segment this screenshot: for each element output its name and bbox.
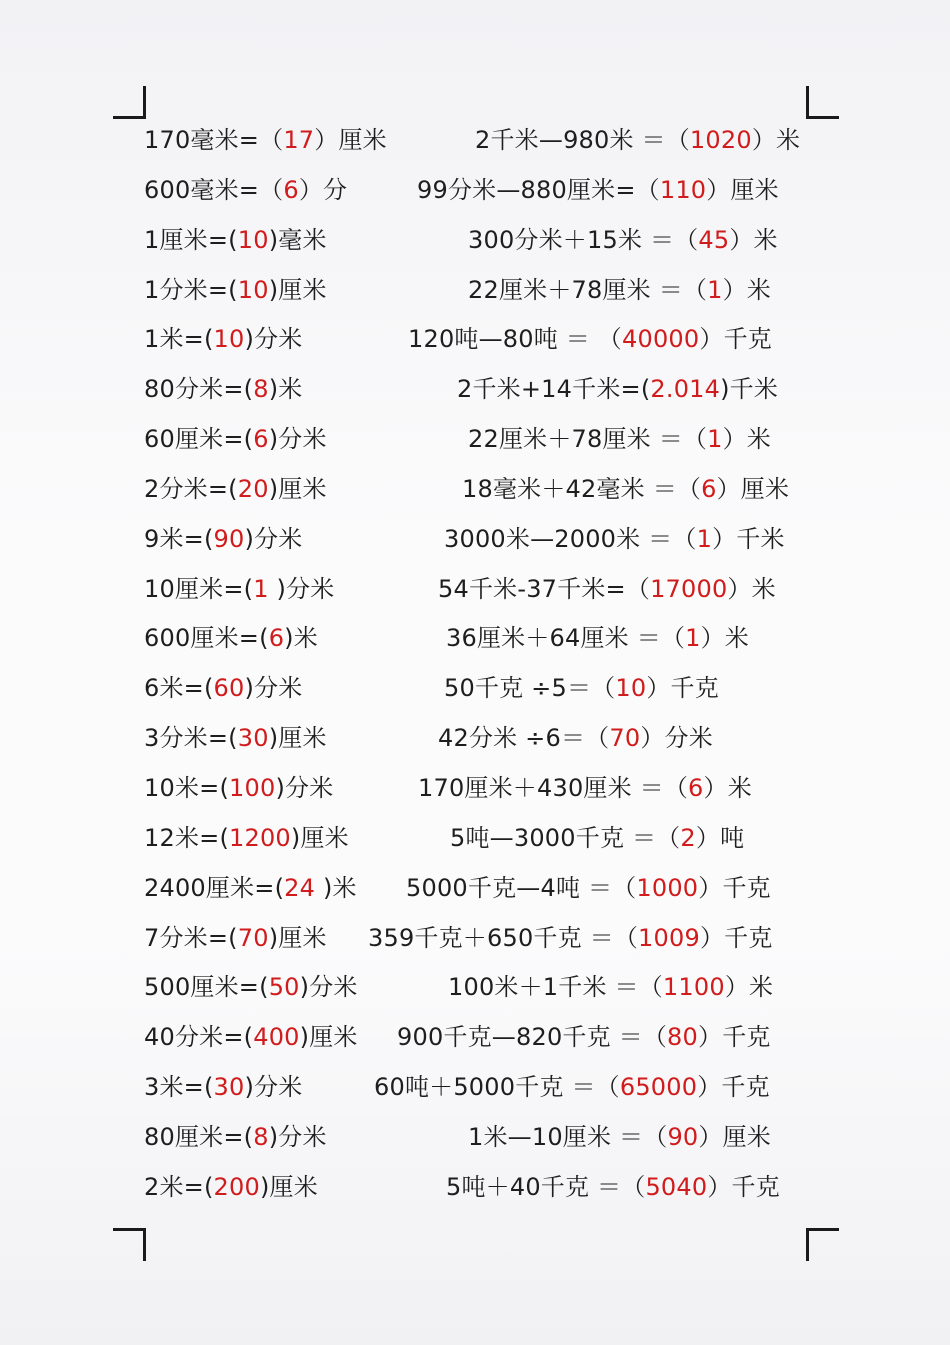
right-equation [468,1115,771,1159]
left-equation [144,168,347,212]
answer-value: 6 [253,425,269,454]
unit-text: )米 [315,873,357,902]
unit-text: )分米 [244,674,303,703]
answer-value: 80 [667,1023,698,1052]
exercise-row [0,866,950,916]
crop-mark-bottom-left [113,1228,146,1261]
exercise-row [0,268,950,318]
left-equation [144,816,349,860]
right-equation [446,616,749,660]
unit-text: ）厘米 [706,175,779,204]
unit-text: )厘米 [299,1023,358,1052]
equation-text: 40分米=( [144,1023,254,1052]
unit-text: ）千克 [646,674,719,703]
equation-text: 100米＋1千米 ＝（ [448,973,663,1002]
right-equation [408,317,772,361]
right-equation [448,965,773,1009]
left-equation [144,467,327,511]
unit-text: ）分米 [640,724,713,753]
exercise-row [0,1015,950,1065]
left-equation [144,916,327,960]
unit-text: ）米 [751,126,801,154]
unit-text: ）厘米 [698,1122,771,1151]
equation-text: 1米—10厘米 ＝（ [468,1122,668,1151]
equation-text: 359千克＋650千克 ＝（ [368,923,639,952]
answer-value: 1200 [229,823,291,852]
equation-text: 99分米—880厘米=（ [417,175,660,204]
equation-text: 6米=( [144,674,214,703]
equation-text: 3米=( [144,1073,214,1102]
equation-text: 60厘米=( [144,425,254,454]
unit-text: )厘米 [268,724,327,753]
answer-value: 6 [688,773,704,802]
answer-value: 60 [213,674,245,703]
exercise-row [0,517,950,567]
unit-text: ）米 [700,624,749,653]
answer-value: 1 [707,425,723,454]
answer-value: 10 [615,674,647,703]
answer-value: 1100 [662,973,725,1002]
equation-text: 2400厘米=( [144,873,285,902]
answer-value: 6 [268,624,285,653]
unit-text: )分米 [299,973,358,1002]
answer-value: 5040 [645,1172,708,1201]
answer-value: 40000 [622,325,700,354]
unit-text: ）米 [727,574,776,603]
equation-text: 1米=( [144,325,214,354]
unit-text: ）千克 [697,1073,770,1102]
right-equation [475,118,800,162]
equation-text: 42分米 ÷6＝（ [438,724,610,753]
unit-text: )米 [268,375,303,404]
equation-text: 2米=( [144,1172,214,1201]
answer-value: 70 [609,724,641,753]
left-equation [144,616,318,660]
exercise-row [0,118,950,168]
crop-mark-top-right [806,86,839,119]
unit-text: ）千米 [712,524,785,553]
equation-text: 10厘米=( [144,574,254,603]
unit-text: )分米 [268,1122,327,1151]
answer-value: 10 [237,225,269,254]
equation-text: 36厘米＋64厘米 ＝（ [446,624,686,653]
answer-value: 110 [659,175,707,204]
answer-value: 24 [284,873,316,902]
unit-text: ）米 [722,275,771,304]
answer-value: 1000 [636,873,699,902]
exercise-row [0,766,950,816]
equation-text: 500厘米=( [144,973,269,1002]
exercise-row [0,616,950,666]
equation-text: 600毫米=（ [144,175,284,204]
unit-text: )千米 [720,375,779,404]
right-equation [468,417,771,461]
exercise-row [0,965,950,1015]
answer-value: 1 [696,524,713,553]
exercise-row [0,218,950,268]
right-equation [450,816,744,860]
right-equation [438,567,776,611]
exercise-row [0,168,950,218]
crop-mark-top-left [113,86,146,119]
exercise-row [0,1165,950,1215]
unit-text: ）厘米 [314,126,387,154]
right-equation [468,268,771,312]
exercise-list [0,118,950,1215]
unit-text: ）米 [729,225,778,254]
right-equation [418,766,752,810]
equation-text: 300分米＋15米 ＝（ [468,225,699,254]
answer-value: 90 [667,1122,699,1151]
answer-value: 200 [213,1172,260,1201]
exercise-row [0,567,950,617]
equation-text: 2千米—980米 ＝（ [475,126,690,154]
answer-value: 2.014 [650,375,721,404]
exercise-row [0,1115,950,1165]
unit-text: ）千克 [698,873,771,902]
unit-text: ）分 [298,175,348,204]
equation-text: 22厘米＋78厘米 ＝（ [468,275,708,304]
left-equation [144,965,358,1009]
unit-text: )分米 [244,325,303,354]
answer-value: 6 [283,175,299,204]
left-equation [144,1065,302,1109]
right-equation [444,666,719,710]
unit-text: )分米 [275,773,334,802]
unit-text: )厘米 [268,275,327,304]
right-equation [397,1015,771,1059]
answer-value: 45 [698,225,730,254]
equation-text: 10米=( [144,773,230,802]
answer-value: 30 [237,724,269,753]
answer-value: 1020 [689,126,752,154]
left-equation [144,218,327,262]
answer-value: 1 [685,624,701,653]
equation-text: 1厘米=( [144,225,238,254]
crop-mark-bottom-right [806,1228,839,1261]
equation-text: 170毫米=（ [144,126,284,154]
equation-text: 600厘米=( [144,624,269,653]
equation-text: 22厘米＋78厘米 ＝（ [468,425,708,454]
answer-value: 17000 [650,574,728,603]
unit-text: )厘米 [290,823,349,852]
unit-text: ）千克 [699,325,772,354]
answer-value: 100 [229,773,276,802]
unit-text: ）米 [703,773,752,802]
right-equation [444,517,785,561]
equation-text: 80厘米=( [144,1122,254,1151]
answer-value: 50 [268,973,300,1002]
unit-text: )米 [284,624,318,653]
equation-text: 80分米=( [144,375,254,404]
equation-text: 5000千克—4吨 ＝（ [406,873,637,902]
equation-text: 3000米—2000米 ＝（ [444,524,697,553]
equation-text: 2千米+14千米=( [457,375,651,404]
unit-text: ）米 [724,973,774,1002]
answer-value: 6 [701,474,717,503]
answer-value: 20 [237,474,269,503]
unit-text: )毫米 [268,225,327,254]
left-equation [144,517,302,561]
unit-text: ）吨 [695,823,745,852]
left-equation [144,417,327,461]
equation-text: 54千米-37千米=（ [438,574,651,603]
exercise-row [0,467,950,517]
equation-text: 5吨＋40千克 ＝（ [446,1172,646,1201]
left-equation [144,1015,358,1059]
left-equation [144,766,333,810]
equation-text: 5吨—3000千克 ＝（ [450,823,681,852]
left-equation [144,268,327,312]
equation-text: 50千克 ÷5＝（ [444,674,616,703]
left-equation [144,666,302,710]
right-equation [406,866,771,910]
unit-text: )厘米 [259,1172,318,1201]
equation-text: 900千克—820千克 ＝（ [397,1023,668,1052]
left-equation [144,1165,318,1209]
answer-value: 2 [680,823,696,852]
right-equation [417,168,779,212]
answer-value: 30 [213,1073,245,1102]
exercise-row [0,916,950,966]
left-equation [144,367,302,411]
unit-text: )分米 [244,524,303,553]
exercise-row [0,1065,950,1115]
equation-text: 12米=( [144,823,230,852]
right-equation [457,367,778,411]
left-equation [144,317,302,361]
unit-text: ）千克 [698,1023,771,1052]
answer-value: 90 [213,524,245,553]
unit-text: ）厘米 [716,474,790,503]
right-equation [438,716,713,760]
equation-text: 2分米=( [144,474,238,503]
equation-text: 1分米=( [144,275,238,304]
answer-value: 400 [253,1023,300,1052]
unit-text: )分米 [268,425,327,454]
exercise-row [0,367,950,417]
equation-text: 3分米=( [144,724,238,753]
answer-value: 65000 [619,1073,698,1102]
answer-value: 1009 [638,923,700,952]
answer-value: 10 [237,275,269,304]
unit-text: ）千克 [699,923,773,952]
answer-value: 8 [253,1122,269,1151]
unit-text: )厘米 [268,474,327,503]
answer-value: 70 [237,923,269,952]
exercise-row [0,716,950,766]
right-equation [462,467,789,511]
equation-text: 120吨—80吨 ＝ （ [408,325,623,354]
left-equation [144,866,357,910]
answer-value: 17 [283,126,315,154]
equation-text: 60吨＋5000千克 ＝（ [374,1073,620,1102]
exercise-row [0,666,950,716]
exercise-row [0,417,950,467]
equation-text: 18毫米＋42毫米 ＝（ [462,474,702,503]
answer-value: 10 [213,325,245,354]
left-equation [144,567,335,611]
answer-value: 1 [707,275,723,304]
right-equation [374,1065,770,1109]
left-equation [144,716,327,760]
right-equation [446,1165,780,1209]
left-equation [144,118,387,162]
exercise-row [0,317,950,367]
unit-text: )分米 [244,1073,303,1102]
right-equation [368,916,773,960]
exercise-row [0,816,950,866]
answer-value: 8 [253,375,269,404]
unit-text: )分米 [268,574,335,603]
unit-text: ）千克 [707,1172,780,1201]
answer-value: 1 [253,574,269,603]
equation-text: 170厘米＋430厘米 ＝（ [418,773,689,802]
right-equation [468,218,778,262]
unit-text: ）米 [722,425,771,454]
equation-text: 9米=( [144,524,214,553]
equation-text: 7分米=( [144,923,238,952]
unit-text: )厘米 [268,923,327,952]
left-equation [144,1115,327,1159]
